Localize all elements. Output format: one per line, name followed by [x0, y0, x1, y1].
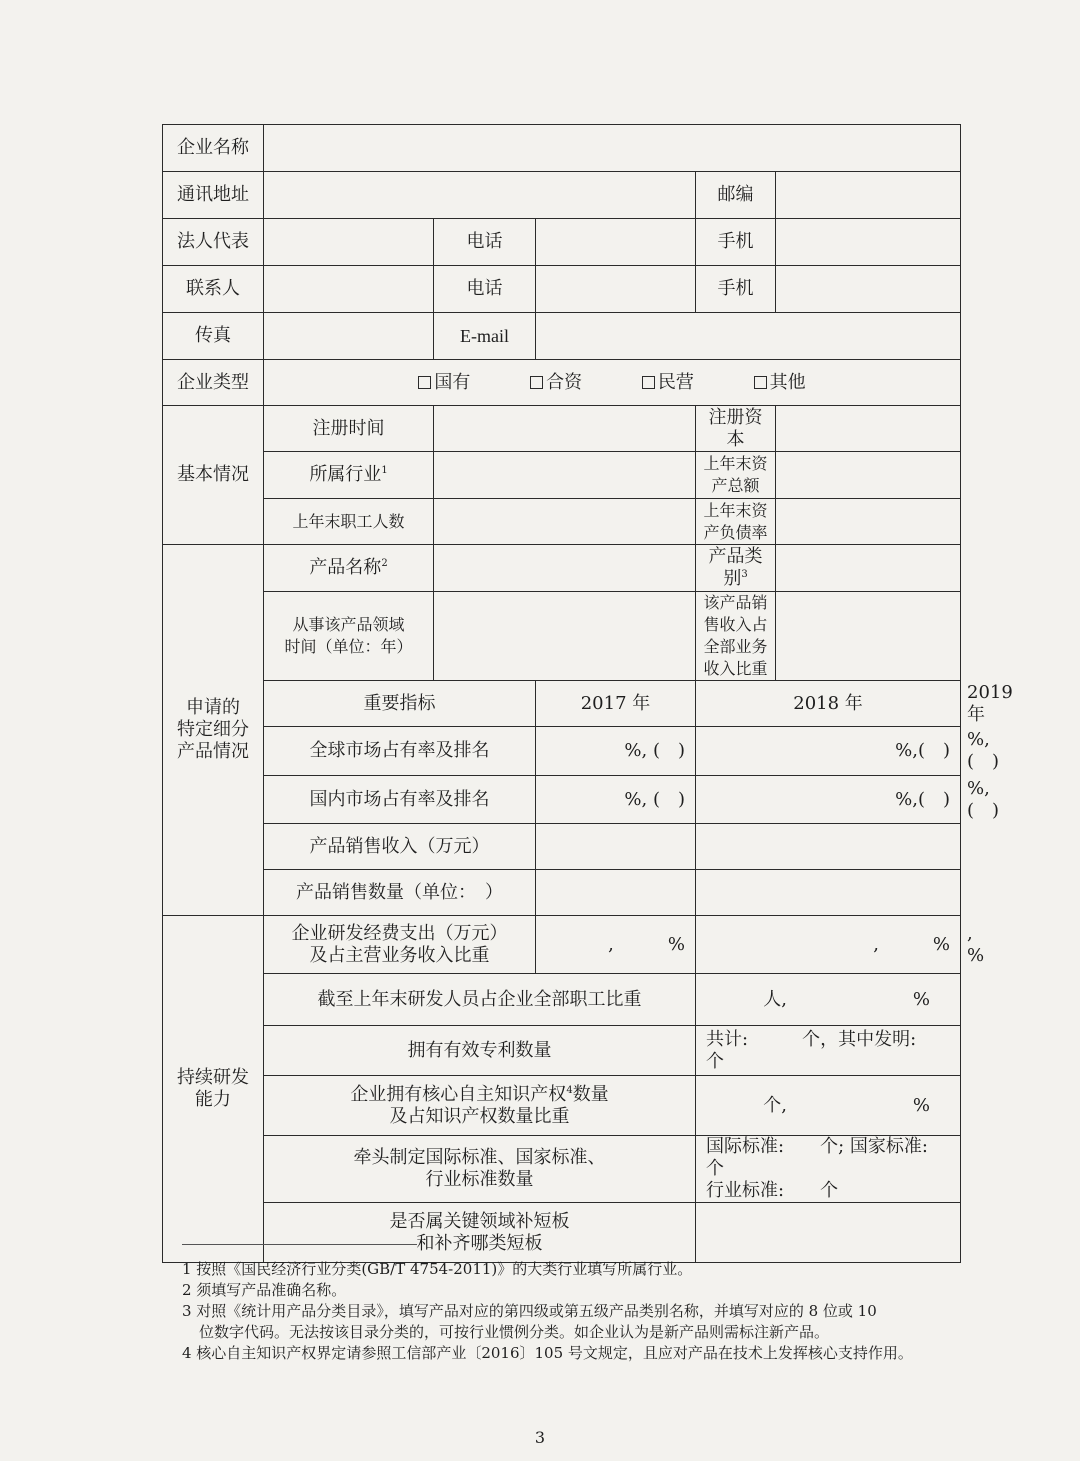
- contact-mobile-label: 手机: [696, 266, 776, 313]
- page-number: 3: [534, 1428, 546, 1447]
- sales-revenue-2017[interactable]: [536, 824, 696, 870]
- sales-revenue-2018[interactable]: [696, 824, 961, 870]
- rd-staff-ratio-field[interactable]: 人, %: [696, 974, 961, 1026]
- domestic-share-2017[interactable]: %, ( ): [536, 776, 696, 824]
- type-option-jv[interactable]: [530, 372, 582, 394]
- patents-field[interactable]: 共计: 个，其中发明: 个: [696, 1026, 961, 1076]
- footnote-1: 1 按照《国民经济行业分类(GB/T 4754-2011)》的大类行业填写所属行业。: [182, 1260, 693, 1278]
- checkbox-icon[interactable]: [418, 376, 431, 389]
- year-2017-header: 2017 年: [536, 681, 696, 727]
- type-option-label: 其他: [769, 371, 806, 393]
- employees-label: 上年末职工人数: [264, 499, 434, 545]
- footnote-2: 2 须填写产品准确名称。: [182, 1281, 347, 1299]
- debt-ratio-label: 上年末资产负债率: [696, 499, 776, 545]
- legal-rep-phone-field[interactable]: [536, 219, 696, 266]
- contact-field[interactable]: [264, 266, 434, 313]
- contact-phone-label: 电话: [434, 266, 536, 313]
- revenue-share-label: 该产品销售收入占 全部业务收入比重: [696, 592, 776, 681]
- key-indicators-header: 重要指标: [264, 681, 536, 727]
- product-category-label: 产品类别$^3$: [696, 545, 776, 592]
- email-field[interactable]: [536, 313, 961, 360]
- global-share-label: 全球市场占有率及排名: [264, 727, 536, 776]
- reg-capital-label: 注册资本: [696, 406, 776, 452]
- industry-label: 所属行业$^1$: [264, 452, 434, 499]
- postcode-label: 邮编: [696, 172, 776, 219]
- email-label: E-mail: [434, 313, 536, 360]
- product-section-label: 申请的 特定细分 产品情况: [163, 545, 264, 916]
- checkbox-icon[interactable]: [530, 376, 543, 389]
- reg-time-label: 注册时间: [264, 406, 434, 452]
- contact-phone-field[interactable]: [536, 266, 696, 313]
- product-name-field[interactable]: [434, 545, 696, 592]
- global-share-2018[interactable]: %,( ): [696, 727, 961, 776]
- postcode-field[interactable]: [776, 172, 961, 219]
- legal-rep-mobile-field[interactable]: [776, 219, 961, 266]
- legal-rep-label: 法人代表: [163, 219, 264, 266]
- application-form-table: 企业名称 通讯地址 邮编 法人代表 电话 手机 联系人 电话 手机 传真 E-mail 企业类型 国有 合资 民营 其他 基本情况 注册时间 注册资本 所属行业$^1$ 上年末资产总额 上年末职工人数 上年末资产负债率 申请的 特定细分 产品情况 产品名称$^2$ 产品类别$^3$ 从事该产品领域 时间（单位：年） 该产品销售收入占 全部业务收入比重 重要指标 2017 年 2018 年 2019 年 全球市场占有率及排名 %, ( ) %,( ) %, ( ) 国内市场占有率及排名 %, ( ) %,( ) %, ( ) 产品销售收入（万元） 产品销售数量（单位： ） 持续研发 能力 企业研发经费支出（万元） 及占主营业务收入比重 , % , % , % 截至上年末研发人员占企业全部职工比重 人, % 拥有有效专利数量 共计: 个，其中发明: 个 企业拥有核心自主知识产权$^4$数量 及占知识产权数量比重 个, % 牵头制定国际标准、国家标准、 行业标准数量 国际标准: 个; 国家标准: 个 行业标准: 个 是否属关键领域补短板 和补齐哪类短板: [162, 124, 961, 1263]
- checkbox-icon[interactable]: [754, 376, 767, 389]
- industry-field[interactable]: [434, 452, 696, 499]
- company-name-label: 企业名称: [163, 125, 264, 172]
- reg-capital-field[interactable]: [776, 406, 961, 452]
- year-2018-header: 2018 年: [696, 681, 961, 727]
- reg-time-field[interactable]: [434, 406, 696, 452]
- rd-expense-2017[interactable]: , %: [536, 916, 696, 974]
- years-in-field-label: 从事该产品领域 时间（单位：年）: [264, 592, 434, 681]
- debt-ratio-field[interactable]: [776, 499, 961, 545]
- domestic-share-2018[interactable]: %,( ): [696, 776, 961, 824]
- total-assets-label: 上年末资产总额: [696, 452, 776, 499]
- domestic-share-label: 国内市场占有率及排名: [264, 776, 536, 824]
- standards-intl-national: 国际标准: 个; 国家标准: 个: [706, 1136, 946, 1179]
- footnote-3-cont: 位数字代码。无法按该目录分类的，可按行业惯例分类。如企业认为是新产品则需标注新产品。: [199, 1323, 830, 1341]
- address-field[interactable]: [264, 172, 696, 219]
- type-option-state[interactable]: [418, 372, 470, 394]
- footnote-3: 3 对照《统计用产品分类目录》，填写产品对应的第四级或第五级产品类别名称，并填写对应的 8 位或 10: [182, 1302, 877, 1320]
- sales-volume-2017[interactable]: [536, 870, 696, 916]
- sales-volume-label: 产品销售数量（单位： ）: [264, 870, 536, 916]
- footnotes: [182, 1244, 952, 1364]
- revenue-share-field[interactable]: [776, 592, 961, 681]
- address-label: 通讯地址: [163, 172, 264, 219]
- checkbox-icon[interactable]: [642, 376, 655, 389]
- type-option-private[interactable]: [642, 372, 694, 394]
- employees-field[interactable]: [434, 499, 696, 545]
- rd-section-label: 持续研发 能力: [163, 916, 264, 1263]
- sales-revenue-label: 产品销售收入（万元）: [264, 824, 536, 870]
- fax-label: 传真: [163, 313, 264, 360]
- years-in-field-field[interactable]: [434, 592, 696, 681]
- contact-label: 联系人: [163, 266, 264, 313]
- patents-label: 拥有有效专利数量: [264, 1026, 696, 1076]
- product-category-field[interactable]: [776, 545, 961, 592]
- standards-industry: 行业标准: 个: [706, 1180, 839, 1201]
- rd-expense-2018[interactable]: , %: [696, 916, 961, 974]
- type-option-label: 合资: [546, 371, 583, 393]
- type-option-label: 国有: [434, 371, 471, 393]
- product-name-label: 产品名称$^2$: [264, 545, 434, 592]
- legal-rep-field[interactable]: [264, 219, 434, 266]
- legal-rep-phone-label: 电话: [434, 219, 536, 266]
- type-option-other[interactable]: [754, 372, 806, 394]
- rd-expense-label: 企业研发经费支出（万元） 及占主营业务收入比重: [264, 916, 536, 974]
- core-ip-label: 企业拥有核心自主知识产权$^4$数量 及占知识产权数量比重: [264, 1076, 696, 1136]
- sales-volume-2018[interactable]: [696, 870, 961, 916]
- contact-mobile-field[interactable]: [776, 266, 961, 313]
- basic-info-label: 基本情况: [163, 406, 264, 545]
- shortboard-label: 是否属关键领域补短板 和补齐哪类短板: [264, 1203, 696, 1263]
- footnote-divider: [182, 1244, 417, 1245]
- legal-rep-mobile-label: 手机: [696, 219, 776, 266]
- company-name-field[interactable]: [264, 125, 961, 172]
- company-type-label: 企业类型: [163, 360, 264, 406]
- rd-staff-ratio-label: 截至上年末研发人员占企业全部职工比重: [264, 974, 696, 1026]
- total-assets-field[interactable]: [776, 452, 961, 499]
- global-share-2017[interactable]: %, ( ): [536, 727, 696, 776]
- type-option-label: 民营: [657, 371, 694, 393]
- footnote-4: 4 核心自主知识产权界定请参照工信部产业〔2016〕105 号文规定，且应对产品在技术上发挥核心支持作用。: [182, 1344, 913, 1362]
- standards-label: 牵头制定国际标准、国家标准、 行业标准数量: [264, 1136, 696, 1203]
- standards-field[interactable]: [696, 1136, 961, 1203]
- fax-field[interactable]: [264, 313, 434, 360]
- company-type-options: [264, 360, 961, 406]
- core-ip-field[interactable]: 个, %: [696, 1076, 961, 1136]
